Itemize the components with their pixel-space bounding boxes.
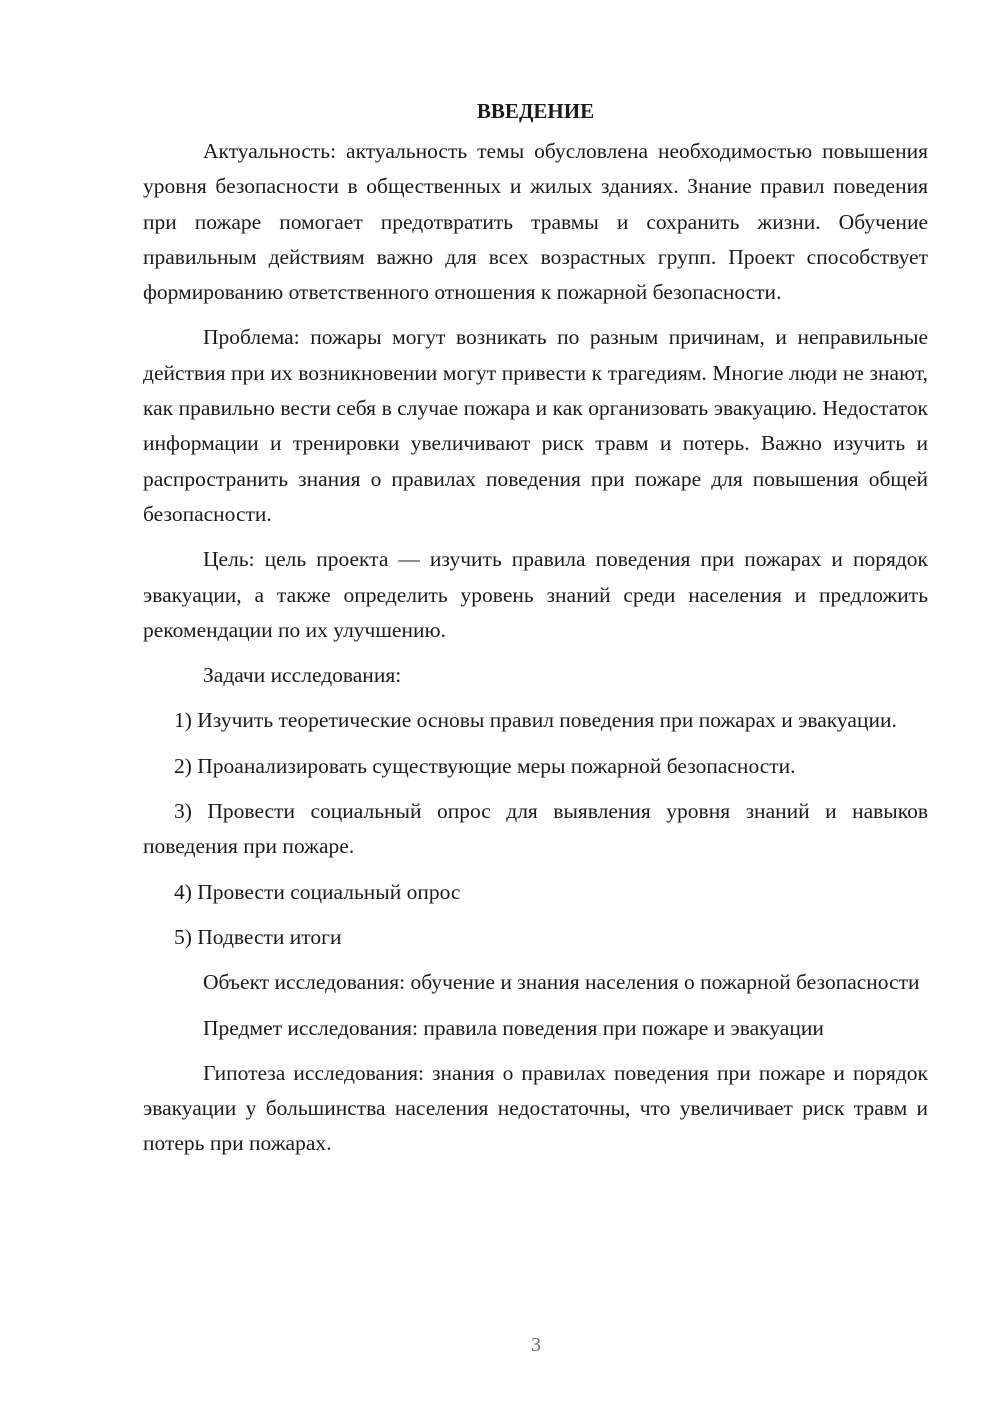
hypothesis-paragraph: Гипотеза исследования: знания о правилах поведения при пожаре и порядок эвакуации у большинства населения недостаточны, что увеличивает риск травм и потерь при пожарах.: [143, 1060, 928, 1156]
task-item-4: 4) Провести социальный опрос: [174, 879, 461, 904]
tasks-title: Задачи исследования:: [203, 663, 402, 688]
page-body: [143, 96, 928, 1172]
task-item-5: 5) Подвести итоги: [174, 924, 342, 949]
task-item-2: 2) Проанализировать существующие меры пожарной безопасности.: [174, 753, 796, 778]
problem-paragraph: Проблема: пожары могут возникать по разным причинам, и неправильные действия при их возникновении могут привести к трагедиям. Многие люди не знают, как правильно вести себя в случае пожара и как организовать эвакуацию. Недостаток информации и тренировки увеличивают риск травм и потерь. Важно изучить и распространить знания о правилах поведения при пожаре для повышения общей безопасности.: [143, 325, 928, 526]
subject-paragraph: Предмет исследования: правила поведения при пожаре и эвакуации: [203, 1015, 824, 1040]
task-item-3: 3) Провести социальный опрос для выявления уровня знаний и навыков поведения при пожаре.: [143, 799, 928, 859]
goal-paragraph: Цель: цель проекта — изучить правила поведения при пожарах и порядок эвакуации, а также определить уровень знаний среди населения и предложить рекомендации по их улучшению.: [143, 547, 928, 642]
task-item-1: 1) Изучить теоретические основы правил поведения при пожарах и эвакуации.: [174, 708, 897, 733]
tasks-list: [143, 703, 928, 955]
relevance-paragraph: Актуальность: актуальность темы обусловлена необходимостью повышения уровня безопасности в общественных и жилых зданиях. Знание правил поведения при пожаре помогает предотвратить травмы и сохранить жизни. Обучение правильным действиям важно для всех возрастных групп. Проект способствует формированию ответственного отношения к пожарной безопасности.: [143, 139, 928, 305]
object-paragraph: Объект исследования: обучение и знания населения о пожарной безопасности: [203, 970, 920, 995]
page-heading: ВВЕДЕНИЕ: [476, 99, 595, 123]
page-number: 3: [531, 1334, 541, 1356]
